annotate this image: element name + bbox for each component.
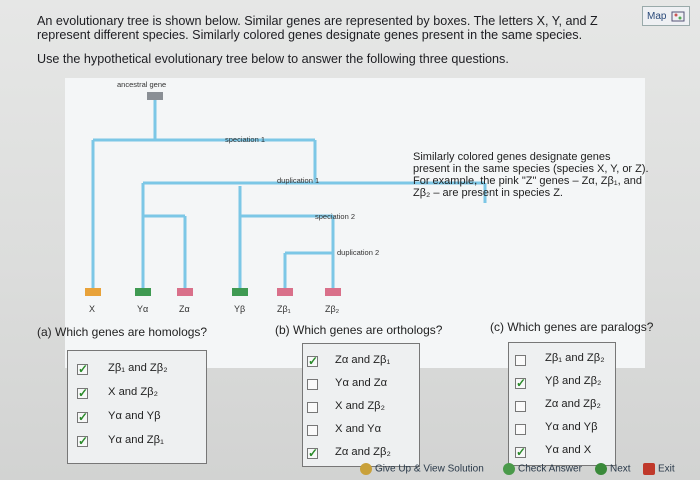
intro-line-2: represent different species. Similarly colored genes designate genes present in the same species.: [37, 28, 583, 42]
check-icon: [503, 463, 515, 475]
map-icon: [671, 10, 685, 22]
give-up-link[interactable]: [360, 463, 484, 475]
checkbox[interactable]: [307, 356, 318, 367]
option-label: Yα and Zα: [335, 377, 388, 389]
question-b-options: [302, 343, 420, 467]
question-a-label: (a) Which genes are homologs?: [37, 325, 208, 339]
gene-box-yb: [232, 288, 248, 296]
leaf-label: Yβ: [234, 304, 246, 314]
option-label: Zα and Zβ₁: [335, 354, 391, 366]
speciation-1-label: speciation 1: [225, 135, 266, 144]
give-up-label: Give Up & View Solution: [375, 463, 484, 475]
gene-box-x: [85, 288, 101, 296]
checkbox[interactable]: [307, 402, 318, 413]
option-label: Yβ and Zβ₂: [545, 375, 602, 387]
ancestral-gene-label: ancestral gene: [117, 80, 167, 89]
give-up-icon: [360, 463, 372, 475]
checkbox[interactable]: [515, 355, 526, 366]
check-answer-button[interactable]: [503, 463, 582, 475]
duplication-2-label: duplication 2: [337, 248, 380, 257]
ancestral-gene-box: [147, 92, 163, 100]
option-label: Zβ₁ and Zβ₂: [545, 352, 605, 364]
option-label: X and Yα: [335, 423, 382, 435]
checkbox[interactable]: [77, 412, 88, 423]
question-c-label: (c) Which genes are paralogs?: [490, 320, 654, 334]
option-label: X and Zβ₂: [108, 386, 158, 398]
option-label: Zα and Zβ₂: [335, 446, 391, 458]
exit-icon: [643, 463, 655, 475]
leaf-label: Zβ₂: [325, 304, 340, 314]
checkbox[interactable]: [307, 425, 318, 436]
checkbox[interactable]: [307, 448, 318, 459]
checkbox[interactable]: [515, 447, 526, 458]
option-label: Yα and Zβ₁: [108, 434, 164, 446]
map-button[interactable]: [642, 6, 690, 26]
intro-text: [37, 14, 637, 42]
gene-box-ya: [135, 288, 151, 296]
checkbox[interactable]: [77, 364, 88, 375]
map-label: Map: [647, 11, 667, 22]
leaf-label: Zβ₁: [277, 304, 291, 314]
leaf-label: Zα: [179, 304, 190, 314]
gene-box-za: [177, 288, 193, 296]
question-b-label: (b) Which genes are orthologs?: [275, 323, 443, 337]
option-label: Yα and X: [545, 444, 592, 456]
check-answer-label: Check Answer: [518, 463, 582, 475]
checkbox[interactable]: [77, 436, 88, 447]
option-label: Yα and Yβ: [545, 421, 598, 433]
gene-box-zb1: [277, 288, 293, 296]
checkbox[interactable]: [77, 388, 88, 399]
next-label: Next: [610, 463, 631, 475]
question-a-options: [67, 350, 207, 464]
intro-line-1: An evolutionary tree is shown below. Similar genes are represented by boxes. The letters X, Y, and Z: [37, 14, 598, 28]
exit-button[interactable]: [643, 463, 675, 475]
leaf-label: Yα: [137, 304, 149, 314]
duplication-1-label: duplication 1: [277, 176, 320, 185]
leaf-label: X: [89, 304, 96, 314]
speciation-2-label: speciation 2: [315, 212, 356, 221]
gene-boxes: [85, 92, 341, 296]
option-label: Yα and Yβ: [108, 410, 161, 422]
exit-label: Exit: [658, 463, 675, 475]
checkbox[interactable]: [515, 378, 526, 389]
instruction-text: Use the hypothetical evolutionary tree below to answer the following three questions.: [37, 52, 509, 66]
question-c-options: [508, 342, 616, 466]
next-arrow-icon: [595, 463, 607, 475]
tree-note: Similarly colored genes designate genes present in the same species (species X, Y, or Z). For example, the pink "Z" genes – Zα, Zβ₁, and Zβ₂ – are present in species Z.: [413, 151, 649, 199]
checkbox[interactable]: [515, 424, 526, 435]
checkbox[interactable]: [515, 401, 526, 412]
option-label: Zα and Zβ₂: [545, 398, 601, 410]
option-label: X and Zβ₂: [335, 400, 385, 412]
gene-box-zb2: [325, 288, 341, 296]
checkbox[interactable]: [307, 379, 318, 390]
option-label: Zβ₁ and Zβ₂: [108, 362, 168, 374]
next-button[interactable]: [595, 463, 631, 475]
